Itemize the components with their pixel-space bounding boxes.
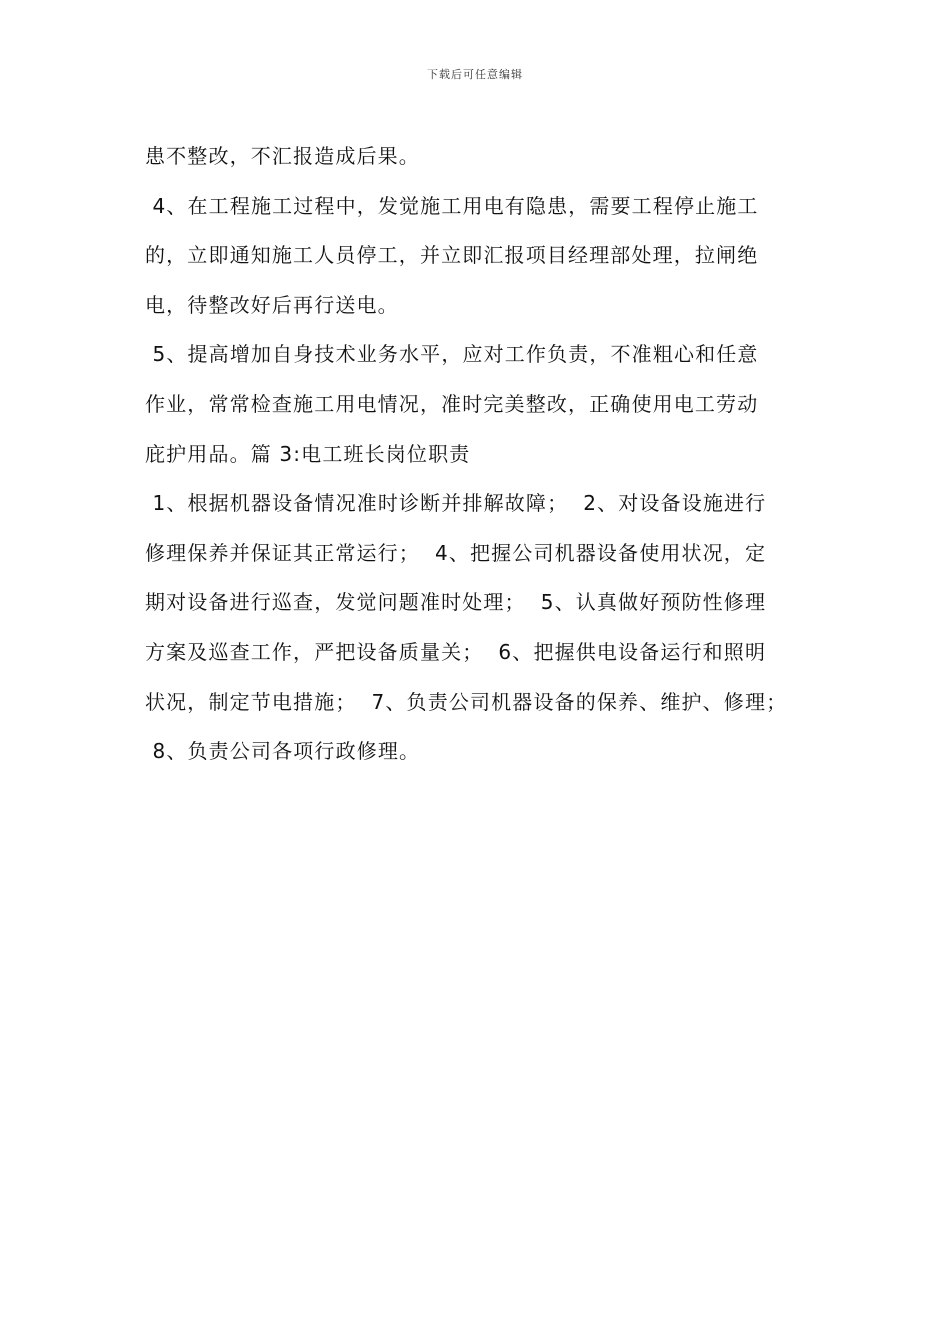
text-line: 4、在工程施工过程中，发觉施工用电有隐患，需要工程停止施工 — [145, 193, 759, 218]
text-line: 修理保养并保证其正常运行； 4、把握公司机器设备使用状况，定 — [145, 540, 767, 565]
text-line: 状况，制定节电措施； 7、负责公司机器设备的保养、维护、修理； — [145, 689, 788, 714]
text-line: 庇护用品。篇 3:电工班长岗位职责 — [145, 441, 471, 466]
text-line: 1、根据机器设备情况准时诊断并排解故障； 2、对设备设施进行 — [145, 491, 767, 516]
text-line: 电，待整改好后再行送电。 — [145, 292, 399, 317]
text-line: 方案及巡查工作，严把设备质量关； 6、把握供电设备运行和照明 — [145, 639, 767, 664]
page-header: 下载后可任意编辑 — [427, 68, 523, 81]
text-line: 期对设备进行巡查，发觉问题准时处理； 5、认真做好预防性修理 — [145, 590, 767, 615]
text-line: 5、提高增加自身技术业务水平，应对工作负责，不准粗心和任意 — [145, 342, 759, 367]
text-line: 患不整改，不汇报造成后果。 — [145, 144, 420, 168]
text-line: 作业，常常检查施工用电情况，准时完美整改，正确使用电工劳动 — [145, 391, 759, 416]
text-line: 的，立即通知施工人员停工，并立即汇报项目经理部处理，拉闸绝 — [145, 243, 759, 268]
text-line: 8、负责公司各项行政修理。 — [145, 739, 421, 764]
document-body — [145, 132, 825, 777]
